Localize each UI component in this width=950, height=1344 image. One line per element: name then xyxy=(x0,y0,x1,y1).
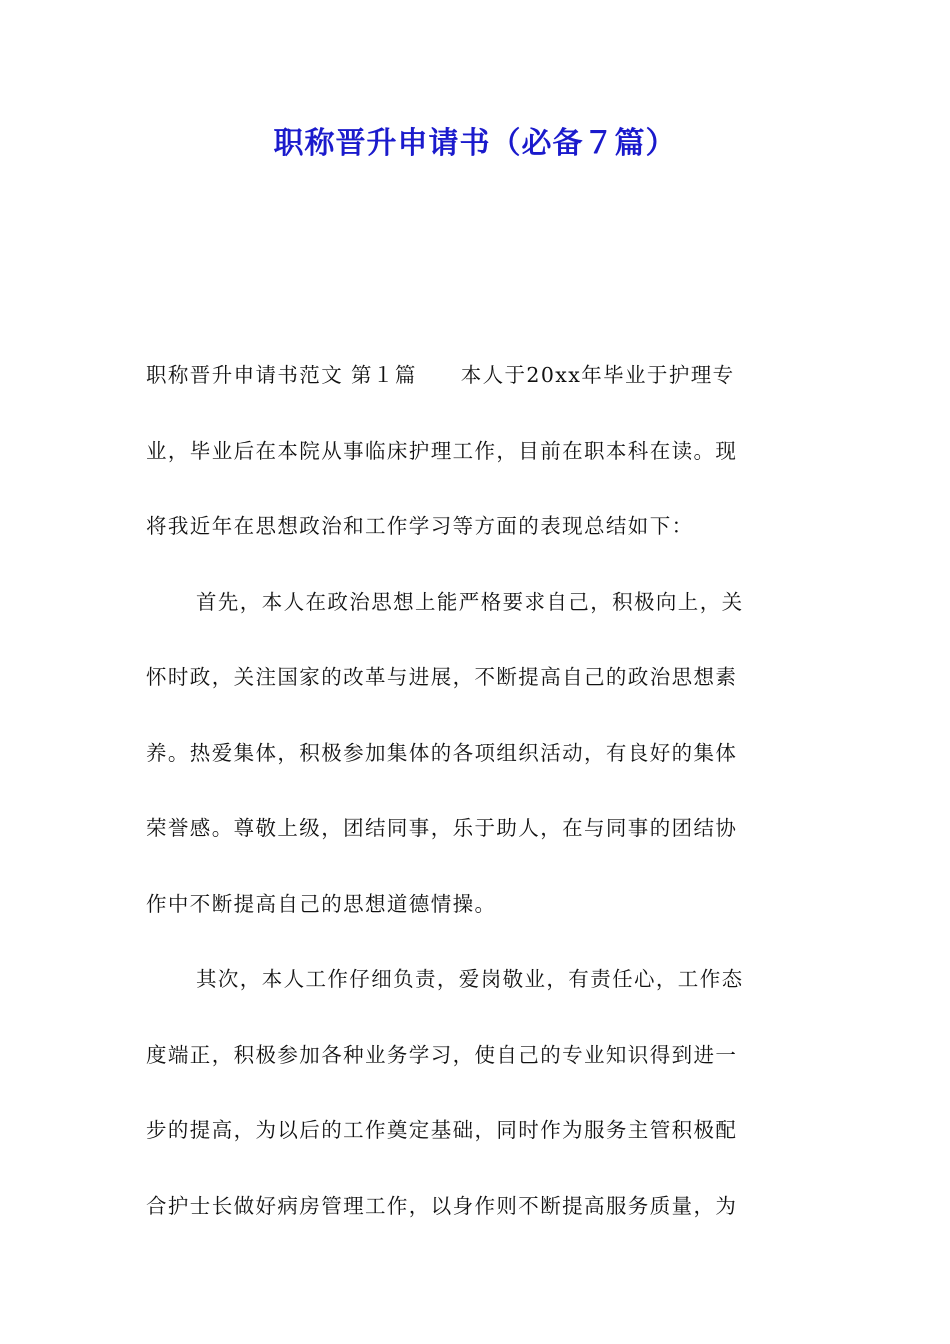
text-line: 合护士长做好病房管理工作，以身作则不断提高服务质量，为 xyxy=(146,1193,738,1218)
document-body xyxy=(146,338,806,1244)
text-line: 度端正，积极参加各种业务学习，使自己的专业知识得到进一 xyxy=(146,1042,738,1067)
paragraph-first-line: 其次，本人工作仔细负责，爱岗敬业，有责任心，工作态 xyxy=(196,967,744,991)
section-heading: 职称晋升申请书范文 第１篇 xyxy=(146,363,417,387)
paragraph-first-line: 首先，本人在政治思想上能严格要求自己，积极向上，关 xyxy=(196,589,744,614)
text-line: 怀时政，关注国家的改革与进展，不断提高自己的政治思想素 xyxy=(146,665,738,689)
text-line: 将我近年在思想政治和工作学习等方面的表现总结如下： xyxy=(146,514,694,538)
text-line: 步的提高，为以后的工作奠定基础，同时作为服务主管积极配 xyxy=(146,1118,738,1142)
text-line: 作中不断提高自己的思想道德情操。 xyxy=(146,891,497,916)
text-line: 养。热爱集体，积极参加集体的各项组织活动，有良好的集体 xyxy=(146,740,738,765)
text-line: 业，毕业后在本院从事临床护理工作，目前在职本科在读。现 xyxy=(146,438,738,463)
paragraph-text: 本人于20xx年毕业于护理专 xyxy=(460,363,735,387)
text-line: 荣誉感。尊敬上级，团结同事，乐于助人，在与同事的团结协 xyxy=(146,816,738,840)
document-title: 职称晋升申请书（必备７篇） xyxy=(273,126,677,161)
text-line xyxy=(146,338,806,414)
